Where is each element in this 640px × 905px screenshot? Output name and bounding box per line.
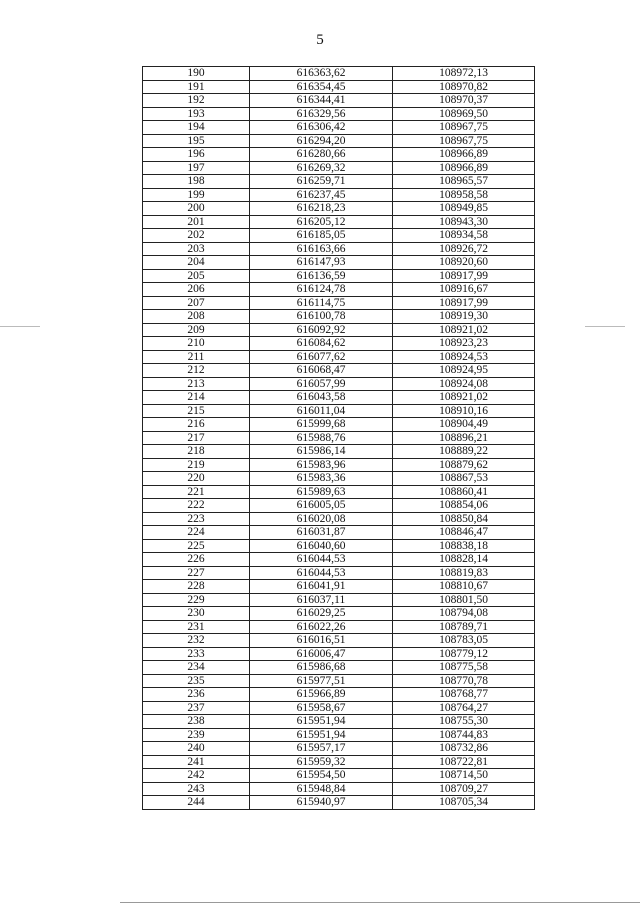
x-coordinate-cell: 615966,89 [250,688,393,702]
y-coordinate-cell: 108794,08 [393,607,535,621]
table-row [143,67,535,81]
table-row [143,539,535,553]
point-number-cell: 225 [143,539,250,553]
y-coordinate-cell: 108896,21 [393,431,535,445]
x-coordinate-cell: 616344,41 [250,94,393,108]
table-row [143,296,535,310]
y-coordinate-cell: 108850,84 [393,512,535,526]
point-number-cell: 211 [143,350,250,364]
table-row [143,512,535,526]
y-coordinate-cell: 108972,13 [393,67,535,81]
point-number-cell: 212 [143,364,250,378]
x-coordinate-cell: 616185,05 [250,229,393,243]
point-number-cell: 196 [143,148,250,162]
y-coordinate-cell: 108838,18 [393,539,535,553]
x-coordinate-cell: 615989,63 [250,485,393,499]
y-coordinate-cell: 108965,57 [393,175,535,189]
y-coordinate-cell: 108910,16 [393,404,535,418]
coordinates-table-body [143,67,535,810]
x-coordinate-cell: 616022,26 [250,620,393,634]
x-coordinate-cell: 615983,36 [250,472,393,486]
table-row [143,634,535,648]
y-coordinate-cell: 108969,50 [393,107,535,121]
y-coordinate-cell: 108779,12 [393,647,535,661]
x-coordinate-cell: 616237,45 [250,188,393,202]
point-number-cell: 213 [143,377,250,391]
x-coordinate-cell: 616124,78 [250,283,393,297]
x-coordinate-cell: 616068,47 [250,364,393,378]
point-number-cell: 190 [143,67,250,81]
x-coordinate-cell: 616016,51 [250,634,393,648]
page-number: 5 [316,32,324,48]
table-row [143,242,535,256]
y-coordinate-cell: 108879,62 [393,458,535,472]
x-coordinate-cell: 615958,67 [250,701,393,715]
table-row [143,566,535,580]
point-number-cell: 210 [143,337,250,351]
y-coordinate-cell: 108867,53 [393,472,535,486]
table-row [143,499,535,513]
table-row [143,350,535,364]
point-number-cell: 218 [143,445,250,459]
point-number-cell: 239 [143,728,250,742]
table-row [143,269,535,283]
y-coordinate-cell: 108755,30 [393,715,535,729]
x-coordinate-cell: 616163,66 [250,242,393,256]
y-coordinate-cell: 108921,02 [393,391,535,405]
y-coordinate-cell: 108917,99 [393,269,535,283]
y-coordinate-cell: 108810,67 [393,580,535,594]
table-row [143,107,535,121]
y-coordinate-cell: 108958,58 [393,188,535,202]
point-number-cell: 234 [143,661,250,675]
y-coordinate-cell: 108860,41 [393,485,535,499]
x-coordinate-cell: 615977,51 [250,674,393,688]
point-number-cell: 204 [143,256,250,270]
table-row [143,215,535,229]
table-row [143,593,535,607]
table-row [143,553,535,567]
point-number-cell: 221 [143,485,250,499]
point-number-cell: 220 [143,472,250,486]
point-number-cell: 236 [143,688,250,702]
table-row [143,161,535,175]
point-number-cell: 242 [143,769,250,783]
x-coordinate-cell: 616020,08 [250,512,393,526]
table-row [143,323,535,337]
point-number-cell: 238 [143,715,250,729]
table-row [143,148,535,162]
x-coordinate-cell: 616057,99 [250,377,393,391]
x-coordinate-cell: 616136,59 [250,269,393,283]
x-coordinate-cell: 616114,75 [250,296,393,310]
y-coordinate-cell: 108943,30 [393,215,535,229]
x-coordinate-cell: 615940,97 [250,796,393,810]
point-number-cell: 233 [143,647,250,661]
x-coordinate-cell: 616147,93 [250,256,393,270]
point-number-cell: 207 [143,296,250,310]
y-coordinate-cell: 108709,27 [393,782,535,796]
point-number-cell: 216 [143,418,250,432]
table-row [143,701,535,715]
y-coordinate-cell: 108775,58 [393,661,535,675]
x-coordinate-cell: 616044,53 [250,566,393,580]
table-row [143,755,535,769]
y-coordinate-cell: 108705,34 [393,796,535,810]
y-coordinate-cell: 108770,78 [393,674,535,688]
table-row [143,458,535,472]
x-coordinate-cell: 616005,05 [250,499,393,513]
y-coordinate-cell: 108926,72 [393,242,535,256]
point-number-cell: 228 [143,580,250,594]
point-number-cell: 209 [143,323,250,337]
y-coordinate-cell: 108783,05 [393,634,535,648]
scan-artifact-left [0,326,40,327]
x-coordinate-cell: 616306,42 [250,121,393,135]
y-coordinate-cell: 108904,49 [393,418,535,432]
point-number-cell: 241 [143,755,250,769]
x-coordinate-cell: 616280,66 [250,148,393,162]
point-number-cell: 205 [143,269,250,283]
table-row [143,485,535,499]
y-coordinate-cell: 108917,99 [393,296,535,310]
table-row [143,796,535,810]
y-coordinate-cell: 108924,53 [393,350,535,364]
point-number-cell: 194 [143,121,250,135]
point-number-cell: 240 [143,742,250,756]
x-coordinate-cell: 616006,47 [250,647,393,661]
x-coordinate-cell: 616029,25 [250,607,393,621]
point-number-cell: 197 [143,161,250,175]
x-coordinate-cell: 615999,68 [250,418,393,432]
table-row [143,121,535,135]
y-coordinate-cell: 108967,75 [393,121,535,135]
x-coordinate-cell: 615959,32 [250,755,393,769]
y-coordinate-cell: 108966,89 [393,161,535,175]
table-row [143,526,535,540]
x-coordinate-cell: 616205,12 [250,215,393,229]
x-coordinate-cell: 616329,56 [250,107,393,121]
x-coordinate-cell: 615988,76 [250,431,393,445]
y-coordinate-cell: 108970,37 [393,94,535,108]
y-coordinate-cell: 108744,83 [393,728,535,742]
point-number-cell: 227 [143,566,250,580]
table-row [143,472,535,486]
x-coordinate-cell: 616084,62 [250,337,393,351]
table-row [143,661,535,675]
x-coordinate-cell: 615957,17 [250,742,393,756]
x-coordinate-cell: 616259,71 [250,175,393,189]
x-coordinate-cell: 615954,50 [250,769,393,783]
table-row [143,418,535,432]
x-coordinate-cell: 616044,53 [250,553,393,567]
y-coordinate-cell: 108923,23 [393,337,535,351]
point-number-cell: 230 [143,607,250,621]
table-row [143,134,535,148]
y-coordinate-cell: 108919,30 [393,310,535,324]
point-number-cell: 243 [143,782,250,796]
y-coordinate-cell: 108889,22 [393,445,535,459]
point-number-cell: 229 [143,593,250,607]
scan-artifact-right [585,326,625,327]
y-coordinate-cell: 108846,47 [393,526,535,540]
table-row [143,188,535,202]
table-row [143,337,535,351]
table-row [143,256,535,270]
x-coordinate-cell: 616092,92 [250,323,393,337]
scan-bottom-edge [120,902,640,903]
point-number-cell: 237 [143,701,250,715]
point-number-cell: 203 [143,242,250,256]
x-coordinate-cell: 615948,84 [250,782,393,796]
table-row [143,445,535,459]
y-coordinate-cell: 108819,83 [393,566,535,580]
x-coordinate-cell: 616294,20 [250,134,393,148]
point-number-cell: 193 [143,107,250,121]
point-number-cell: 202 [143,229,250,243]
y-coordinate-cell: 108764,27 [393,701,535,715]
table-row [143,391,535,405]
y-coordinate-cell: 108949,85 [393,202,535,216]
y-coordinate-cell: 108854,06 [393,499,535,513]
y-coordinate-cell: 108920,60 [393,256,535,270]
x-coordinate-cell: 616363,62 [250,67,393,81]
y-coordinate-cell: 108768,77 [393,688,535,702]
x-coordinate-cell: 616011,04 [250,404,393,418]
point-number-cell: 231 [143,620,250,634]
point-number-cell: 191 [143,80,250,94]
x-coordinate-cell: 616077,62 [250,350,393,364]
x-coordinate-cell: 616037,11 [250,593,393,607]
table-row [143,377,535,391]
table-row [143,580,535,594]
table-row [143,688,535,702]
x-coordinate-cell: 616040,60 [250,539,393,553]
table-row [143,742,535,756]
point-number-cell: 219 [143,458,250,472]
y-coordinate-cell: 108934,58 [393,229,535,243]
point-number-cell: 195 [143,134,250,148]
y-coordinate-cell: 108789,71 [393,620,535,634]
table-row [143,283,535,297]
table-row [143,202,535,216]
table-row [143,728,535,742]
point-number-cell: 222 [143,499,250,513]
point-number-cell: 232 [143,634,250,648]
x-coordinate-cell: 615951,94 [250,715,393,729]
coordinates-table [142,66,535,810]
table-row [143,607,535,621]
y-coordinate-cell: 108916,67 [393,283,535,297]
point-number-cell: 226 [143,553,250,567]
y-coordinate-cell: 108801,50 [393,593,535,607]
y-coordinate-cell: 108722,81 [393,755,535,769]
point-number-cell: 201 [143,215,250,229]
table-row [143,431,535,445]
x-coordinate-cell: 616269,32 [250,161,393,175]
point-number-cell: 215 [143,404,250,418]
point-number-cell: 192 [143,94,250,108]
x-coordinate-cell: 616354,45 [250,80,393,94]
table-row [143,80,535,94]
y-coordinate-cell: 108732,86 [393,742,535,756]
x-coordinate-cell: 616218,23 [250,202,393,216]
table-row [143,647,535,661]
x-coordinate-cell: 615986,14 [250,445,393,459]
point-number-cell: 200 [143,202,250,216]
table-row [143,674,535,688]
table-row [143,229,535,243]
point-number-cell: 235 [143,674,250,688]
table-row [143,782,535,796]
point-number-cell: 224 [143,526,250,540]
table-row [143,175,535,189]
table-row [143,620,535,634]
point-number-cell: 217 [143,431,250,445]
table-row [143,404,535,418]
point-number-cell: 223 [143,512,250,526]
x-coordinate-cell: 616100,78 [250,310,393,324]
point-number-cell: 208 [143,310,250,324]
table-row [143,310,535,324]
point-number-cell: 214 [143,391,250,405]
table-row [143,715,535,729]
table-row [143,769,535,783]
point-number-cell: 244 [143,796,250,810]
y-coordinate-cell: 108966,89 [393,148,535,162]
x-coordinate-cell: 616041,91 [250,580,393,594]
x-coordinate-cell: 616031,87 [250,526,393,540]
x-coordinate-cell: 615983,96 [250,458,393,472]
table-row [143,364,535,378]
y-coordinate-cell: 108924,08 [393,377,535,391]
x-coordinate-cell: 615986,68 [250,661,393,675]
x-coordinate-cell: 615951,94 [250,728,393,742]
point-number-cell: 199 [143,188,250,202]
point-number-cell: 206 [143,283,250,297]
point-number-cell: 198 [143,175,250,189]
y-coordinate-cell: 108970,82 [393,80,535,94]
y-coordinate-cell: 108921,02 [393,323,535,337]
y-coordinate-cell: 108714,50 [393,769,535,783]
y-coordinate-cell: 108828,14 [393,553,535,567]
y-coordinate-cell: 108967,75 [393,134,535,148]
x-coordinate-cell: 616043,58 [250,391,393,405]
table-row [143,94,535,108]
y-coordinate-cell: 108924,95 [393,364,535,378]
